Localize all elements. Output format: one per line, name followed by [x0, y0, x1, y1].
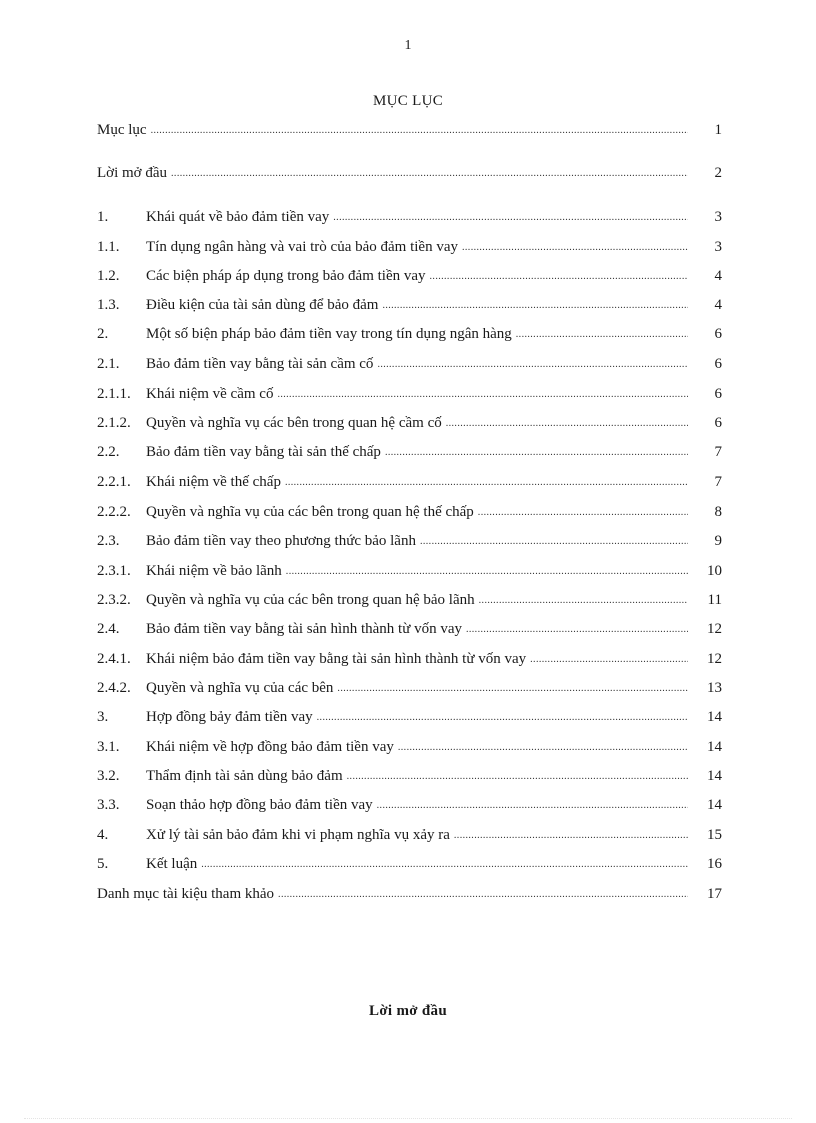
- toc-entry-number: 3.: [97, 709, 109, 725]
- toc-entry-number: 3.3.: [97, 797, 120, 813]
- toc-entry-number: 2.4.1.: [97, 651, 131, 667]
- toc-entry-page-number: 4: [714, 268, 722, 284]
- toc-dot-leader: [317, 712, 688, 723]
- toc-dot-leader: [278, 889, 688, 900]
- toc-entry-number: 5.: [97, 856, 109, 872]
- toc-entry-title: Bảo đảm tiền vay theo phương thức bảo lãnh: [146, 533, 416, 549]
- toc-entry-page-number: 6: [714, 386, 722, 402]
- toc-entry[interactable]: [97, 415, 722, 439]
- toc-entry-number: 2.2.1.: [97, 474, 131, 490]
- toc-entry-page-number: 7: [714, 444, 722, 460]
- toc-dot-leader: [420, 536, 688, 547]
- toc-entry-page-number: 14: [707, 797, 722, 813]
- toc-dot-leader: [201, 859, 688, 870]
- toc-entry-number: 2.3.2.: [97, 592, 131, 608]
- toc-entry-number: 2.1.2.: [97, 415, 131, 431]
- toc-entry-number: 4.: [97, 827, 109, 843]
- toc-dot-leader: [385, 447, 688, 458]
- toc-entry-number: 1.: [97, 209, 109, 225]
- toc-entry-title: Bảo đảm tiền vay bằng tài sản hình thành từ vốn vay: [146, 621, 462, 637]
- toc-entry[interactable]: [97, 268, 722, 292]
- toc-entry-number: 3.1.: [97, 739, 120, 755]
- toc-dot-leader: [382, 300, 688, 311]
- toc-entry-number: 2.2.: [97, 444, 120, 460]
- toc-entry-page-number: 6: [714, 415, 722, 431]
- toc-entry[interactable]: [97, 474, 722, 498]
- toc-entry-page-number: 3: [714, 239, 722, 255]
- toc-entry-number: 2.: [97, 326, 109, 342]
- toc-entry[interactable]: [97, 768, 722, 792]
- toc-entry-page-number: 9: [714, 533, 722, 549]
- toc-entry-title: Khái niệm về thế chấp: [146, 474, 281, 490]
- toc-entry-number: 2.2.2.: [97, 504, 131, 520]
- toc-entry-page-number: 8: [714, 504, 722, 520]
- toc-dot-leader: [478, 507, 688, 518]
- toc-entry[interactable]: [97, 326, 722, 350]
- toc-entry-number: 2.3.1.: [97, 563, 131, 579]
- toc-entry-page-number: 7: [714, 474, 722, 490]
- toc-dot-leader: [530, 654, 688, 665]
- toc-entry-title: Khái niệm về cầm cố: [146, 386, 274, 402]
- section-heading-intro: Lời mở đầu: [369, 1003, 447, 1019]
- toc-dot-leader: [347, 771, 688, 782]
- toc-entry[interactable]: [97, 239, 722, 263]
- toc-dot-leader: [286, 566, 688, 577]
- toc-entry-page-number: 1: [714, 122, 722, 138]
- toc-entry-page-number: 4: [714, 297, 722, 313]
- toc-dot-leader: [398, 742, 688, 753]
- toc-entry-number: 2.3.: [97, 533, 120, 549]
- toc-entry-page-number: 14: [707, 768, 722, 784]
- toc-entry[interactable]: [97, 797, 722, 821]
- toc-entry-page-number: 16: [707, 856, 722, 872]
- toc-entry-page-number: 3: [714, 209, 722, 225]
- toc-entry[interactable]: [97, 827, 722, 851]
- toc-dot-leader: [333, 212, 688, 223]
- toc-entry[interactable]: [97, 444, 722, 468]
- toc-entry-number: 2.1.: [97, 356, 120, 372]
- toc-entry-title: Bảo đảm tiền vay bằng tài sản cầm cố: [146, 356, 374, 372]
- toc-entry[interactable]: [97, 651, 722, 675]
- toc-entry-page-number: 13: [707, 680, 722, 696]
- toc-entry-title: Soạn thảo hợp đồng bảo đảm tiền vay: [146, 797, 373, 813]
- toc-dot-leader: [171, 168, 688, 179]
- page-number: 1: [404, 38, 412, 53]
- toc-entry[interactable]: [97, 209, 722, 233]
- toc-title: MỤC LỤC: [372, 93, 444, 109]
- toc-entry-page-number: 6: [714, 326, 722, 342]
- toc-entry[interactable]: [97, 297, 722, 321]
- toc-dot-leader: [377, 359, 688, 370]
- toc-entry-title: Thẩm định tài sản dùng bảo đảm: [146, 768, 343, 784]
- toc-entry-number: 1.3.: [97, 297, 120, 313]
- toc-entry-title: Các biện pháp áp dụng trong bảo đảm tiền vay: [146, 268, 426, 284]
- toc-entry-title: Xử lý tài sản bảo đảm khi vi phạm nghĩa vụ xảy ra: [146, 827, 450, 843]
- toc-entry-number: 2.4.2.: [97, 680, 131, 696]
- toc-entry-number: 1.1.: [97, 239, 120, 255]
- toc-entry-title: Một số biện pháp bảo đảm tiền vay trong tín dụng ngân hàng: [146, 326, 512, 342]
- toc-entry-page-number: 10: [707, 563, 722, 579]
- toc-entry-title: Danh mục tài kiệu tham khảo: [97, 886, 275, 902]
- toc-dot-leader: [430, 271, 688, 282]
- toc-entry-title: Hợp đồng bảy đảm tiền vay: [146, 709, 313, 725]
- toc-entry-title: Quyền và nghĩa vụ của các bên trong quan hệ thế chấp: [146, 504, 474, 520]
- toc-dot-leader: [516, 329, 688, 340]
- toc-entry-number: 2.1.1.: [97, 386, 131, 402]
- page-bottom-divider: [24, 1118, 792, 1119]
- toc-entry-title: Khái niệm về bảo lãnh: [146, 563, 282, 579]
- toc-entry-page-number: 12: [707, 621, 722, 637]
- toc-dot-leader: [462, 242, 688, 253]
- toc-entry-title: Quyền và nghĩa vụ của các bên trong quan hệ bảo lãnh: [146, 592, 475, 608]
- toc-entry-number: 1.2.: [97, 268, 120, 284]
- toc-entry-number: 3.2.: [97, 768, 120, 784]
- toc-entry-title: Khái quát về bảo đảm tiền vay: [146, 209, 330, 225]
- toc-entry-title: Quyền và nghĩa vụ các bên trong quan hệ cầm cố: [146, 415, 442, 431]
- toc-entry-page-number: 14: [707, 739, 722, 755]
- toc-dot-leader: [454, 830, 688, 841]
- toc-entry[interactable]: [97, 122, 722, 146]
- toc-entry-page-number: 12: [707, 651, 722, 667]
- toc-entry[interactable]: [97, 621, 722, 645]
- toc-entry[interactable]: [97, 356, 722, 380]
- toc-entry-number: 2.4.: [97, 621, 120, 637]
- toc-entry-title: Điều kiện của tài sản dùng để bảo đảm: [146, 297, 379, 313]
- toc-entry[interactable]: [97, 165, 722, 189]
- toc-entry[interactable]: [97, 709, 722, 733]
- toc-entry-page-number: 6: [714, 356, 722, 372]
- toc-entry-title: Khái niệm bảo đảm tiền vay bằng tài sản hình thành từ vốn vay: [146, 651, 527, 667]
- toc-entry-title: Tín dụng ngân hàng và vai trò của bảo đảm tiền vay: [146, 239, 458, 255]
- toc-entry-title: Khái niệm về hợp đồng bảo đảm tiền vay: [146, 739, 394, 755]
- toc-dot-leader: [285, 477, 688, 488]
- toc-entry[interactable]: [97, 680, 722, 704]
- toc-entry-title: Quyền và nghĩa vụ của các bên: [146, 680, 334, 696]
- toc-entry[interactable]: [97, 563, 722, 587]
- toc-dot-leader: [277, 389, 688, 400]
- toc-entry-page-number: 11: [707, 592, 722, 608]
- toc-entry-title: Lời mở đầu: [97, 165, 168, 181]
- toc-entry-title: Kết luận: [146, 856, 198, 872]
- toc-dot-leader: [479, 595, 688, 606]
- toc-entry[interactable]: [97, 856, 722, 880]
- toc-entry[interactable]: [97, 504, 722, 528]
- toc-entry[interactable]: [97, 592, 722, 616]
- toc-dot-leader: [377, 800, 688, 811]
- toc-entry[interactable]: [97, 533, 722, 557]
- toc-entry[interactable]: [97, 886, 722, 910]
- toc-dot-leader: [151, 125, 688, 136]
- toc-entry-title: Bảo đảm tiền vay bằng tài sản thế chấp: [146, 444, 381, 460]
- toc-entry[interactable]: [97, 386, 722, 410]
- toc-dot-leader: [337, 683, 688, 694]
- toc-entry-page-number: 2: [714, 165, 722, 181]
- toc-entry-title: Mục lục: [97, 122, 147, 138]
- toc-dot-leader: [446, 418, 688, 429]
- toc-entry[interactable]: [97, 739, 722, 763]
- toc-dot-leader: [466, 624, 688, 635]
- toc-entry-page-number: 14: [707, 709, 722, 725]
- toc-entry-page-number: 15: [707, 827, 722, 843]
- toc-entry-page-number: 17: [707, 886, 722, 902]
